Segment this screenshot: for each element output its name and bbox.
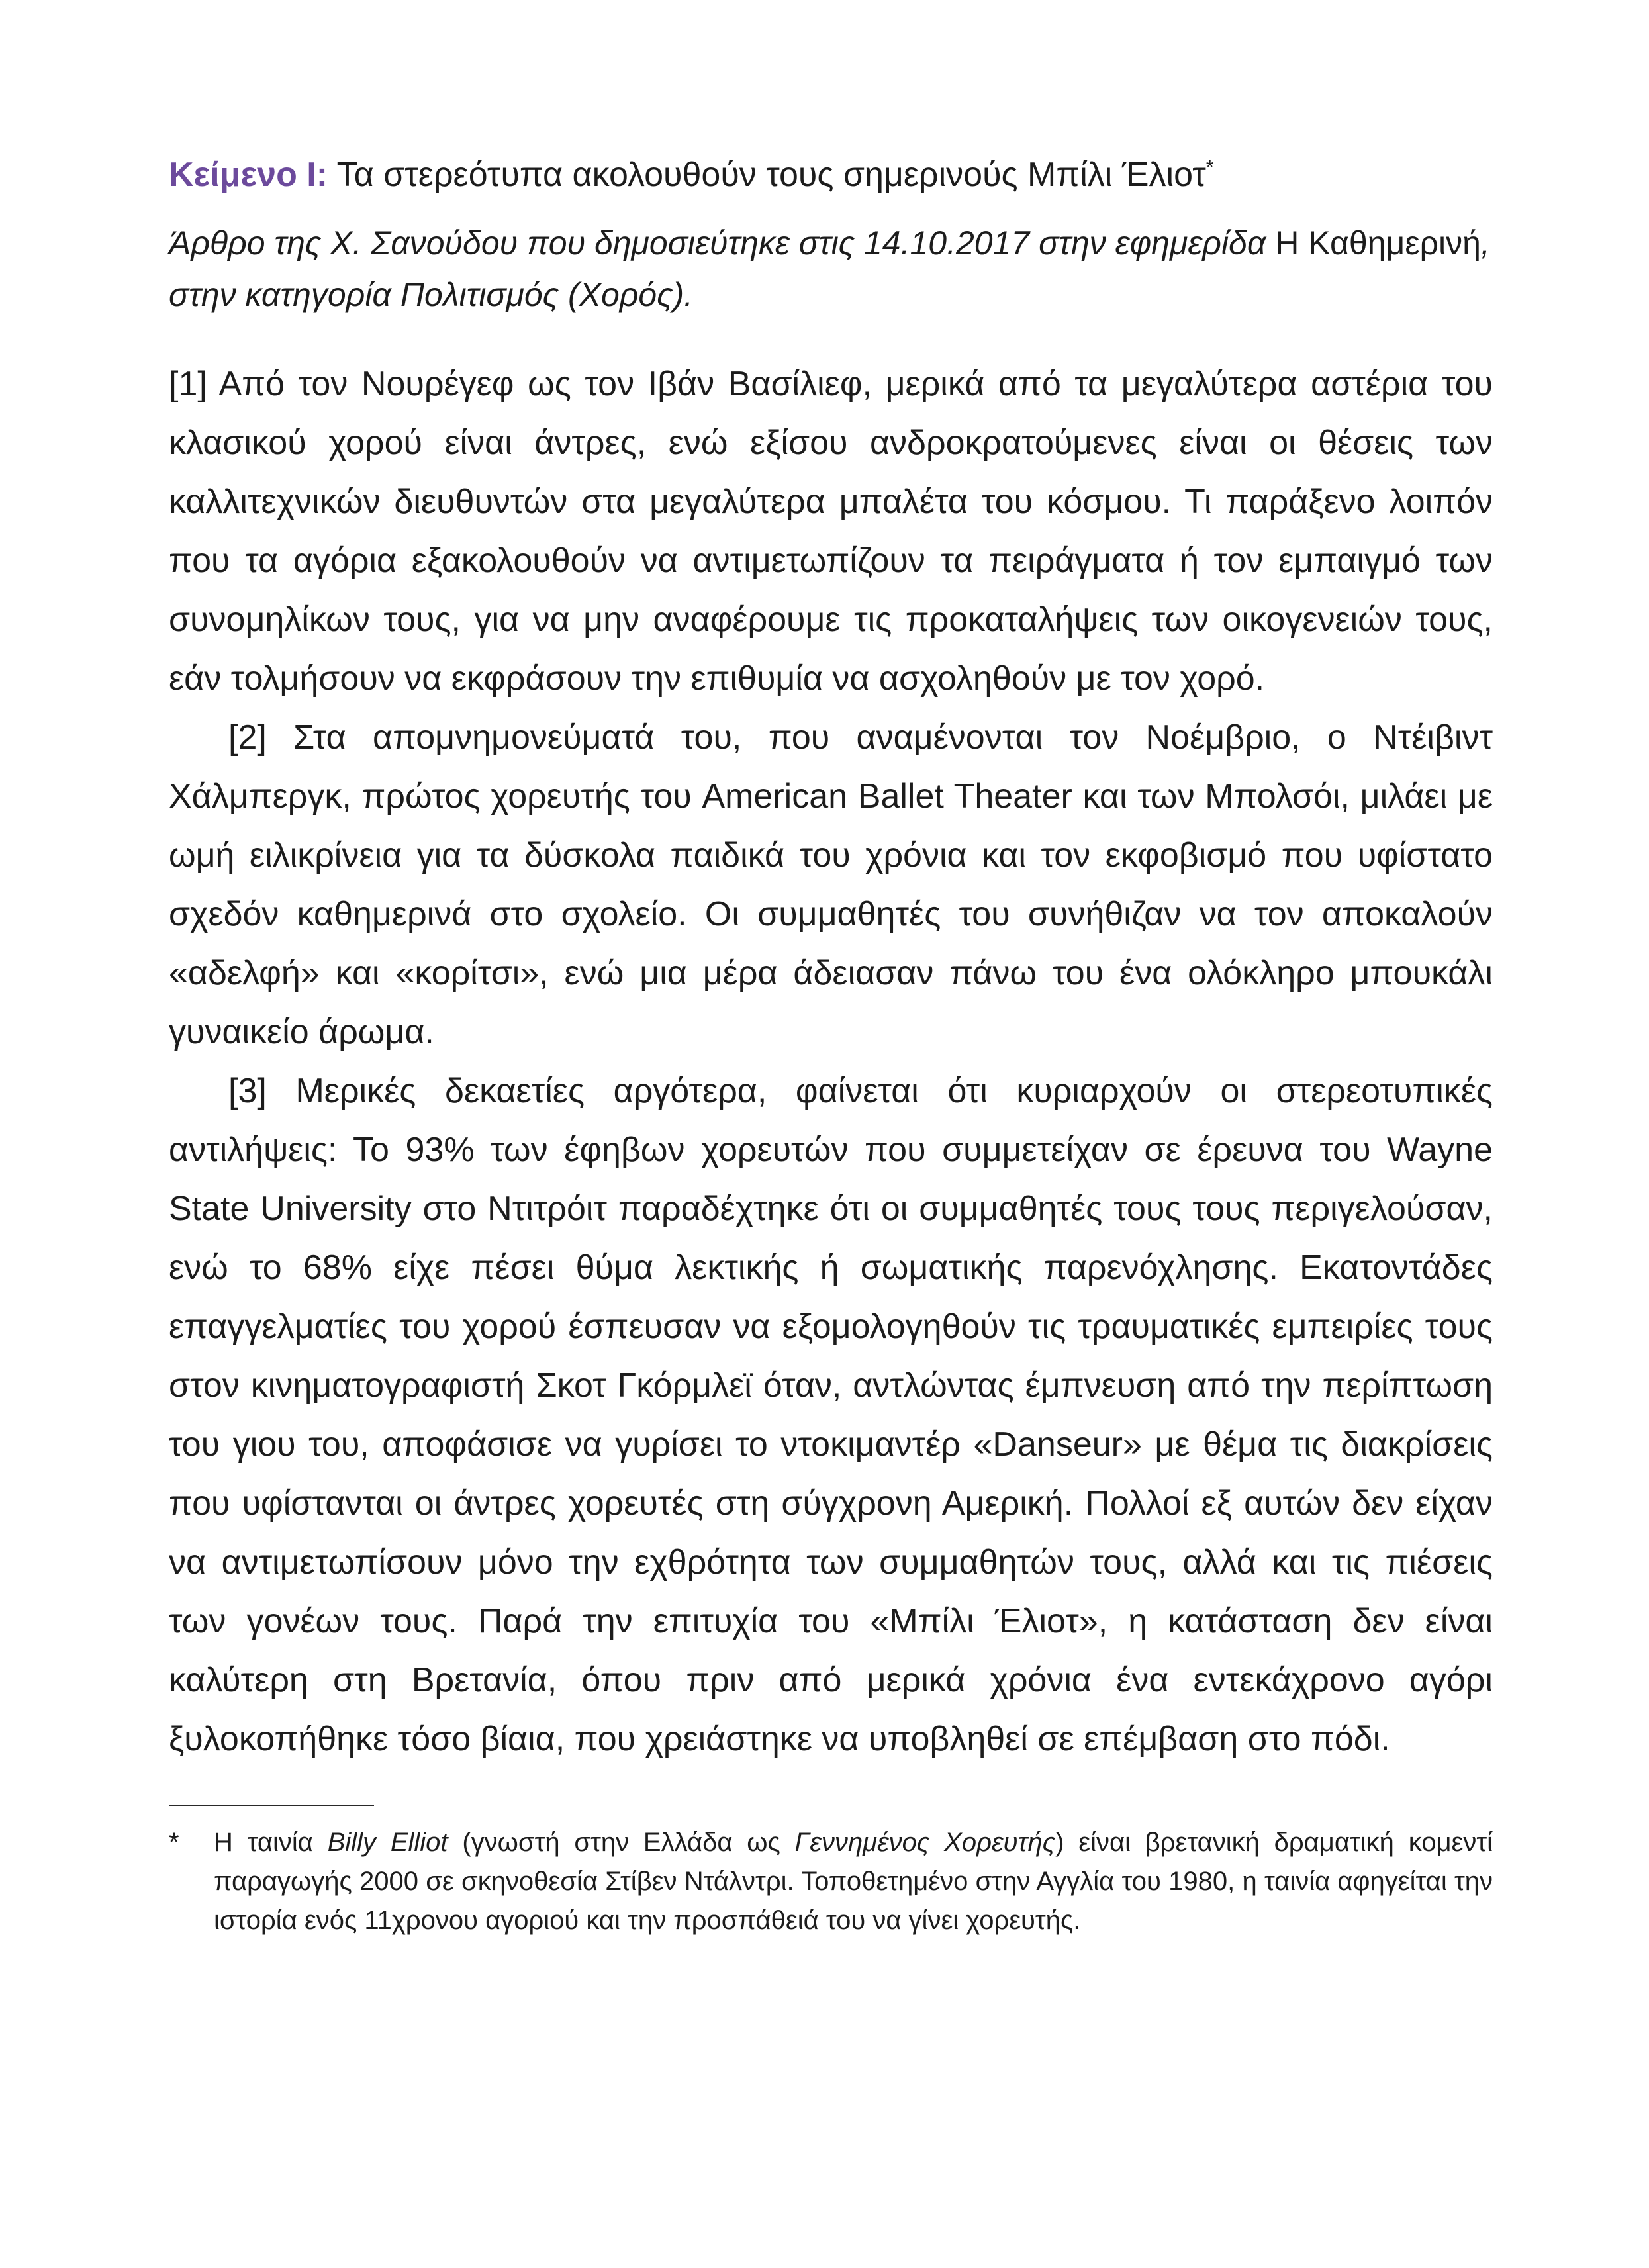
paragraph-2: [2] Στα απομνημονεύματά του, που αναμένονται τον Νοέμβριο, ο Ντέιβιντ Χάλμπεργκ, πρώτος χορευτής του American Ballet Theater και των Μπολσόι, μιλάει με ωμή ειλικρίνεια για τα δύσκολα παιδικά του χρόνια και τον εκφοβισμό που υφίστατο σχεδόν καθημερινά στο σχολείο. Οι συμμαθητές του συνήθιζαν να τον αποκαλούν «αδελφή» και «κορίτσι», ενώ μια μέρα άδειασαν πάνω του ένα ολόκληρο μπουκάλι γυναικείο άρωμα.: [169, 718, 1493, 1051]
footnote-mark: *: [169, 1828, 179, 1857]
heading-colon: :: [316, 156, 328, 194]
footnote-text-1: Η ταινία: [214, 1828, 328, 1857]
heading-footnote-mark: *: [1205, 156, 1214, 179]
source-newspaper-name: Η Καθημερινή: [1275, 224, 1481, 261]
source-text-part2: , στην κατηγορία Πολιτισμός (Χορός).: [169, 224, 1490, 313]
paragraph-3: [3] Μερικές δεκαετίες αργότερα, φαίνεται ότι κυριαρχούν οι στερεοτυπικές αντιλήψεις: Το 93% των έφηβων χορευτών που συμμετείχαν σε έρευνα του Wayne State University στο Ντιτρόιτ παραδέχτηκε ότι οι συμμαθητές τους τους περιγελούσαν, ενώ το 68% είχε πέσει θύμα λεκτικής ή σωματικής παρενόχλησης. Εκατοντάδες επαγγελματίες του χορού έσπευσαν να εξομολογηθούν τις τραυματικές εμπειρίες τους στον κινηματογραφιστή Σκοτ Γκόρμλεϊ όταν, αντλώντας έμπνευση από την περίπτωση του γιου του, αποφάσισε να γυρίσει το ντοκιμαντέρ «Danseur» με θέμα τις διακρίσεις που υφίστανται οι άντρες χορευτές στη σύγχρονη Αμερική. Πολλοί εξ αυτών δεν είχαν να αντιμετωπίσουν μόνο την εχθρότητα των συμμαθητών τους, αλλά και τις πιέσεις των γονέων τους. Παρά την επιτυχία του «Μπίλι Έλιοτ», η κατάσταση δεν είναι καλύτερη στη Βρετανία, όπου πριν από μερικά χρόνια ένα εντεκάχρονο αγόρι ξυλοκοπήθηκε τόσο βίαια, που χρειάστηκε να υποβληθεί σε επέμβαση στο πόδι.: [169, 1072, 1493, 1758]
footnote: [169, 1823, 1493, 1940]
source-text-part1: Άρθρο της Χ. Σανούδου που δημοσιεύτηκε στις 14.10.2017 στην εφημερίδα: [169, 224, 1276, 261]
footnote-text-3: (γνωστή στην Ελλάδα ως: [448, 1828, 795, 1857]
footnote-divider: [169, 1805, 374, 1806]
document-page: [169, 154, 1493, 1940]
paragraph-1: [1] Από τον Νουρέγεφ ως τον Ιβάν Βασίλιεφ, μερικά από τα μεγαλύτερα αστέρια του κλασικού χορού είναι άντρες, ενώ εξίσου ανδροκρατούμενες είναι οι θέσεις των καλλιτεχνικών διευθυντών στα μεγαλύτερα μπαλέτα του κόσμου. Τι παράξενο λοιπόν που τα αγόρια εξακολουθούν να αντιμετωπίζουν τα πειράγματα ή τον εμπαιγμό των συνομηλίκων τους, για να μην αναφέρουμε τις προκαταλήψεις των οικογενειών τους, εάν τολμήσουν να εκφράσουν την επιθυμία να ασχοληθούν με τον χορό.: [169, 365, 1493, 698]
article-body: [169, 355, 1493, 1769]
footnote-text-5: ) είναι βρετανική δραματική κομεντί παραγωγής 2000 σε σκηνοθεσία Στίβεν Ντάλντρι. Τοποθετημένο στην Αγγλία του 1980, η ταινία αφηγείται την ιστορία ενός 11χρονου αγοριού και την προσπάθειά του να γίνει χορευτής.: [214, 1828, 1493, 1935]
document-heading: [169, 154, 1493, 196]
heading-title: Τα στερεότυπα ακολουθούν τους σημερινούς Μπίλι Έλιοτ: [328, 156, 1206, 194]
heading-label: Κείμενο Ι: [169, 156, 316, 194]
footnote-film-title: Billy Elliot: [327, 1828, 448, 1857]
footnote-greek-title: Γεννημένος Χορευτής: [794, 1828, 1056, 1857]
article-source-note: [169, 217, 1493, 320]
